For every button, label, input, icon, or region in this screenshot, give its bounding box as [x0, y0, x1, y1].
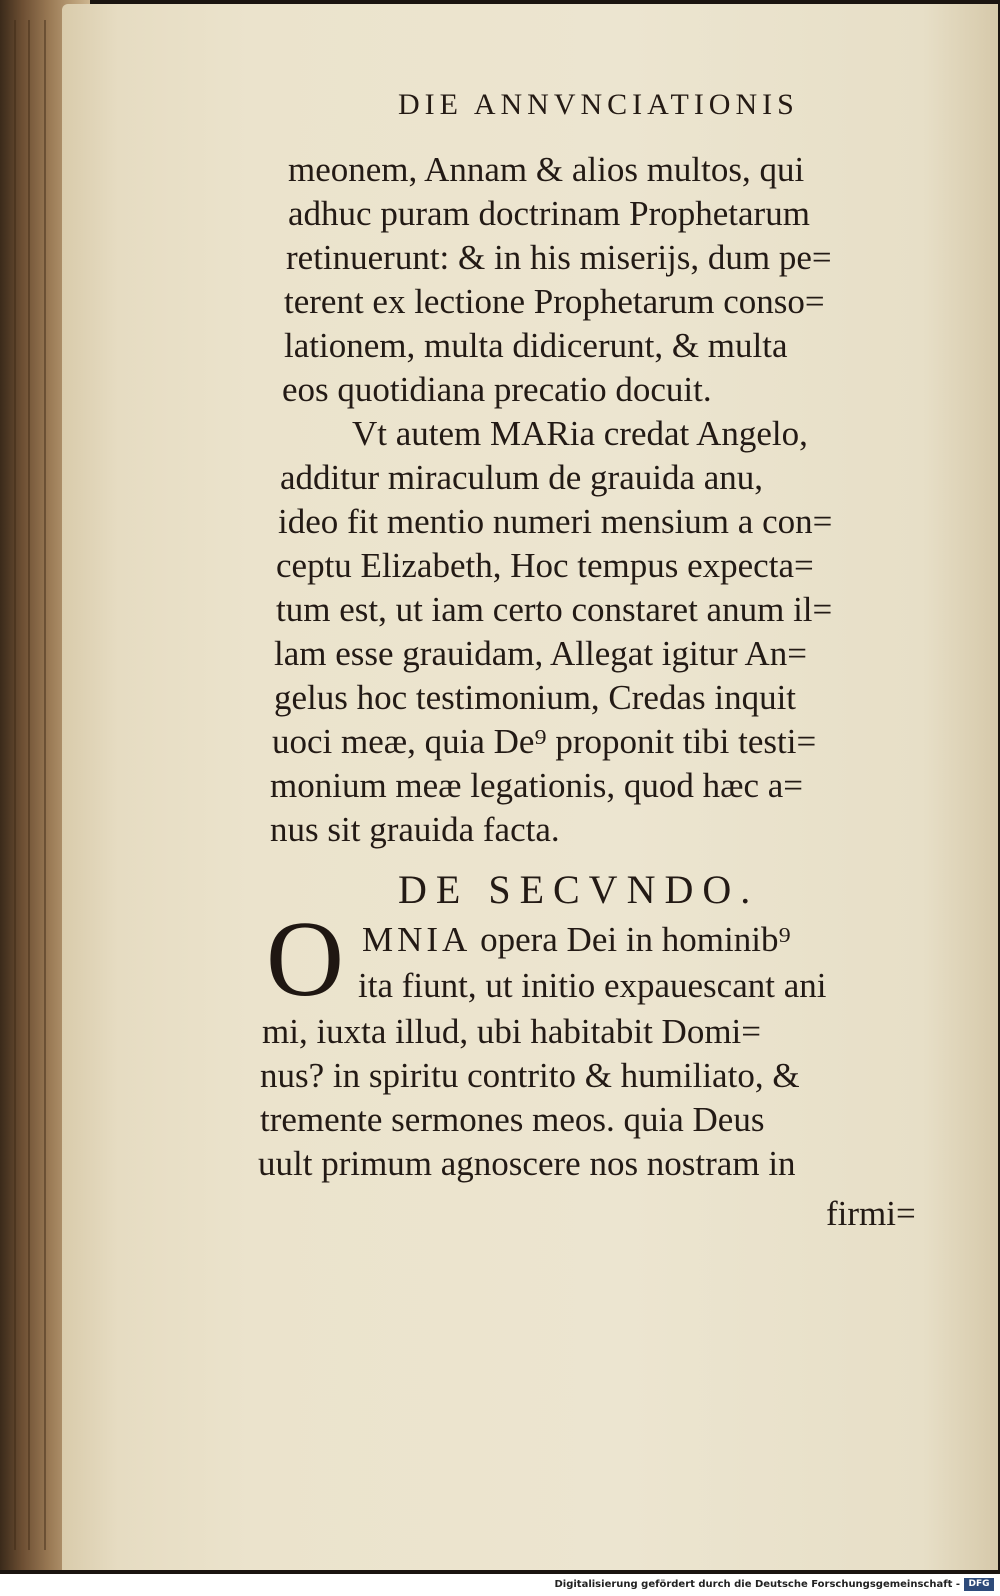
first-line-rest: opera Dei in hominib⁹: [471, 920, 791, 959]
digitization-credit: Digitalisierung gefördert durch die Deutsche Forschungsgemeinschaft -: [554, 1579, 960, 1590]
text-line: uoci meæ, quia De⁹ proponit tibi testi=: [272, 722, 817, 761]
text-line: terent ex lectione Prophetarum conso=: [284, 282, 825, 321]
text-line: lam esse grauidam, Allegat igitur An=: [274, 634, 807, 673]
text-line: ceptu Elizabeth, Hoc tempus expecta=: [276, 546, 814, 585]
dfg-logo-icon: DFG: [964, 1578, 994, 1591]
text-line: gelus hoc testimonium, Credas inquit: [274, 678, 797, 717]
section-heading: DE SECVNDO.: [398, 867, 760, 912]
page-edge-line: [14, 20, 16, 1550]
text-line: nus sit grauida facta.: [270, 810, 560, 849]
text-line: tremente sermones meos. quia Deus: [260, 1100, 765, 1139]
text-line-first: [362, 922, 791, 957]
text-line: meonem, Annam & alios multos, qui: [288, 150, 805, 189]
first-word-caps: MNIA: [362, 920, 472, 959]
page-edge-line: [28, 20, 30, 1550]
text-line: monium meæ legationis, quod hæc a=: [270, 766, 804, 805]
text-line: ideo fit mentio numeri mensium a con=: [278, 502, 833, 541]
text-line: retinuerunt: & in his miserijs, dum pe=: [286, 238, 832, 277]
catchword: firmi=: [826, 1194, 916, 1233]
text-line: nus? in spiritu contrito & humiliato, &: [260, 1056, 800, 1095]
text-line: ita fiunt, ut initio expauescant ani: [358, 966, 827, 1005]
page-edge-line: [44, 20, 46, 1550]
text-line: lationem, multa didicerunt, & multa: [284, 326, 788, 365]
text-line: tum est, ut iam certo constaret anum il=: [276, 590, 833, 629]
text-line: eos quotidiana precatio docuit.: [282, 370, 712, 409]
running-head: DIE ANNVNCIATIONIS: [398, 88, 799, 121]
initial-letter: O: [266, 900, 344, 1019]
text-line: mi, iuxta illud, ubi habitabit Domi=: [262, 1012, 762, 1051]
text-line: additur miraculum de grauida anu,: [280, 458, 764, 497]
text-line: adhuc puram doctrinam Prophetarum: [288, 194, 810, 233]
text-line: Vt autem MARia credat Angelo,: [352, 414, 808, 453]
text-line: uult primum agnoscere nos nostram in: [258, 1144, 796, 1183]
